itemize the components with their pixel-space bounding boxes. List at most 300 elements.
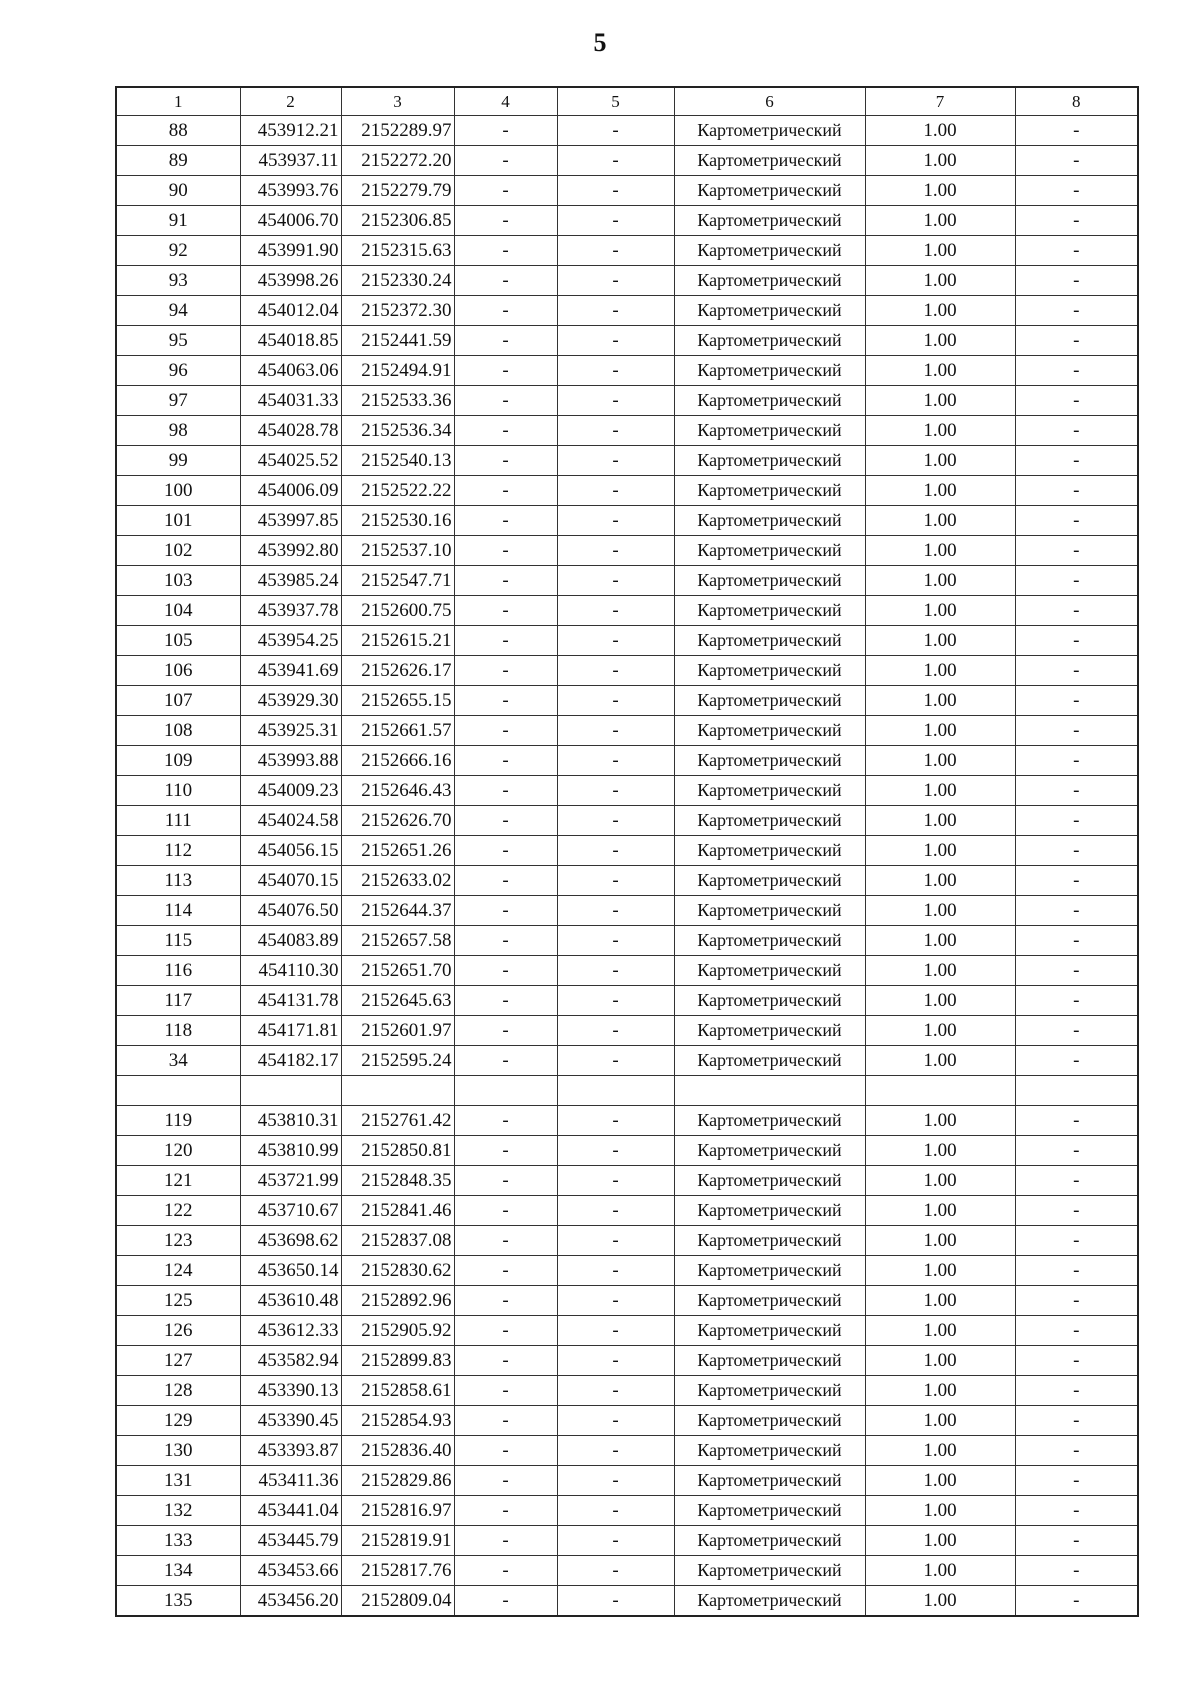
col8-cell: - — [1015, 416, 1138, 446]
page-number: 5 — [593, 28, 607, 57]
method-cell: Картометрический — [674, 1226, 865, 1256]
y-coordinate-cell: 2152841.46 — [341, 1196, 454, 1226]
col8-cell: - — [1015, 1016, 1138, 1046]
method-cell: Картометрический — [674, 896, 865, 926]
col5-cell: - — [557, 1226, 674, 1256]
point-number-cell: 121 — [116, 1166, 240, 1196]
col8-cell — [1015, 1076, 1138, 1106]
y-coordinate-cell: 2152540.13 — [341, 446, 454, 476]
accuracy-cell: 1.00 — [865, 686, 1015, 716]
x-coordinate-cell: 453912.21 — [240, 116, 341, 146]
col4-cell: - — [454, 596, 557, 626]
col5-cell: - — [557, 1556, 674, 1586]
method-cell: Картометрический — [674, 1436, 865, 1466]
point-number-cell: 95 — [116, 326, 240, 356]
col8-cell: - — [1015, 806, 1138, 836]
header-row — [116, 87, 1138, 116]
y-coordinate-cell: 2152530.16 — [341, 506, 454, 536]
table-row — [116, 116, 1138, 146]
method-cell: Картометрический — [674, 326, 865, 356]
method-cell: Картометрический — [674, 1286, 865, 1316]
accuracy-cell: 1.00 — [865, 1136, 1015, 1166]
col8-cell: - — [1015, 686, 1138, 716]
point-number-cell: 129 — [116, 1406, 240, 1436]
accuracy-cell: 1.00 — [865, 716, 1015, 746]
table-row — [116, 896, 1138, 926]
method-cell: Картометрический — [674, 806, 865, 836]
y-coordinate-cell: 2152819.91 — [341, 1526, 454, 1556]
col4-cell: - — [454, 566, 557, 596]
accuracy-cell: 1.00 — [865, 626, 1015, 656]
table-row — [116, 776, 1138, 806]
col5-cell: - — [557, 836, 674, 866]
col4-cell: - — [454, 1256, 557, 1286]
col4-cell — [454, 1076, 557, 1106]
col5-cell: - — [557, 896, 674, 926]
table-row — [116, 806, 1138, 836]
col4-cell: - — [454, 1046, 557, 1076]
point-number-cell: 98 — [116, 416, 240, 446]
col5-cell: - — [557, 1106, 674, 1136]
point-number-cell: 109 — [116, 746, 240, 776]
col8-cell: - — [1015, 386, 1138, 416]
y-coordinate-cell: 2152601.97 — [341, 1016, 454, 1046]
table-row — [116, 956, 1138, 986]
point-number-cell: 93 — [116, 266, 240, 296]
x-coordinate-cell: 454070.15 — [240, 866, 341, 896]
x-coordinate-cell: 454063.06 — [240, 356, 341, 386]
col5-cell: - — [557, 1136, 674, 1166]
table-row — [116, 446, 1138, 476]
col4-cell: - — [454, 386, 557, 416]
table-row — [116, 1376, 1138, 1406]
method-cell: Картометрический — [674, 1256, 865, 1286]
col5-cell: - — [557, 1466, 674, 1496]
col5-cell: - — [557, 1316, 674, 1346]
col5-cell: - — [557, 1526, 674, 1556]
x-coordinate-cell: 453610.48 — [240, 1286, 341, 1316]
y-coordinate-cell: 2152830.62 — [341, 1256, 454, 1286]
y-coordinate-cell: 2152836.40 — [341, 1436, 454, 1466]
col4-cell: - — [454, 986, 557, 1016]
y-coordinate-cell: 2152645.63 — [341, 986, 454, 1016]
y-coordinate-cell: 2152279.79 — [341, 176, 454, 206]
accuracy-cell: 1.00 — [865, 386, 1015, 416]
col5-cell: - — [557, 266, 674, 296]
accuracy-cell — [865, 1076, 1015, 1106]
col5-cell: - — [557, 1286, 674, 1316]
col8-cell: - — [1015, 1436, 1138, 1466]
column-header: 2 — [240, 87, 341, 116]
point-number-cell: 112 — [116, 836, 240, 866]
table-row — [116, 626, 1138, 656]
table-row — [116, 1136, 1138, 1166]
col8-cell: - — [1015, 1046, 1138, 1076]
x-coordinate-cell: 453453.66 — [240, 1556, 341, 1586]
col4-cell: - — [454, 1586, 557, 1617]
y-coordinate-cell: 2152595.24 — [341, 1046, 454, 1076]
col4-cell: - — [454, 1316, 557, 1346]
y-coordinate-cell: 2152533.36 — [341, 386, 454, 416]
point-number-cell: 96 — [116, 356, 240, 386]
table-row — [116, 1286, 1138, 1316]
col4-cell: - — [454, 176, 557, 206]
col4-cell: - — [454, 356, 557, 386]
column-header: 4 — [454, 87, 557, 116]
col5-cell: - — [557, 506, 674, 536]
x-coordinate-cell: 453937.78 — [240, 596, 341, 626]
col4-cell: - — [454, 1556, 557, 1586]
point-number-cell: 118 — [116, 1016, 240, 1046]
point-number-cell: 104 — [116, 596, 240, 626]
x-coordinate-cell: 454182.17 — [240, 1046, 341, 1076]
column-header: 7 — [865, 87, 1015, 116]
x-coordinate-cell: 454056.15 — [240, 836, 341, 866]
method-cell: Картометрический — [674, 566, 865, 596]
col5-cell: - — [557, 326, 674, 356]
y-coordinate-cell: 2152655.15 — [341, 686, 454, 716]
x-coordinate-cell: 453456.20 — [240, 1586, 341, 1617]
point-number-cell: 134 — [116, 1556, 240, 1586]
point-number-cell — [116, 1076, 240, 1106]
col8-cell: - — [1015, 326, 1138, 356]
y-coordinate-cell: 2152651.70 — [341, 956, 454, 986]
col8-cell: - — [1015, 1556, 1138, 1586]
table-row — [116, 1316, 1138, 1346]
y-coordinate-cell: 2152850.81 — [341, 1136, 454, 1166]
table-row — [116, 836, 1138, 866]
y-coordinate-cell: 2152644.37 — [341, 896, 454, 926]
point-number-cell: 122 — [116, 1196, 240, 1226]
y-coordinate-cell: 2152537.10 — [341, 536, 454, 566]
y-coordinate-cell: 2152848.35 — [341, 1166, 454, 1196]
table-row — [116, 1256, 1138, 1286]
table-row — [116, 1106, 1138, 1136]
x-coordinate-cell: 454009.23 — [240, 776, 341, 806]
column-header: 6 — [674, 87, 865, 116]
col4-cell: - — [454, 1406, 557, 1436]
point-number-cell: 125 — [116, 1286, 240, 1316]
method-cell: Картометрический — [674, 746, 865, 776]
y-coordinate-cell: 2152816.97 — [341, 1496, 454, 1526]
col8-cell: - — [1015, 536, 1138, 566]
point-number-cell: 89 — [116, 146, 240, 176]
col8-cell: - — [1015, 1106, 1138, 1136]
y-coordinate-cell: 2152858.61 — [341, 1376, 454, 1406]
col4-cell: - — [454, 1376, 557, 1406]
col4-cell: - — [454, 296, 557, 326]
col5-cell: - — [557, 386, 674, 416]
accuracy-cell: 1.00 — [865, 116, 1015, 146]
col8-cell: - — [1015, 1406, 1138, 1436]
x-coordinate-cell: 453941.69 — [240, 656, 341, 686]
point-number-cell: 124 — [116, 1256, 240, 1286]
col8-cell: - — [1015, 1226, 1138, 1256]
col4-cell: - — [454, 476, 557, 506]
x-coordinate-cell: 453698.62 — [240, 1226, 341, 1256]
col4-cell: - — [454, 206, 557, 236]
point-number-cell: 103 — [116, 566, 240, 596]
y-coordinate-cell: 2152837.08 — [341, 1226, 454, 1256]
table-row — [116, 1346, 1138, 1376]
col8-cell: - — [1015, 476, 1138, 506]
accuracy-cell: 1.00 — [865, 836, 1015, 866]
x-coordinate-cell: 453998.26 — [240, 266, 341, 296]
col5-cell: - — [557, 446, 674, 476]
table-row — [116, 656, 1138, 686]
col4-cell: - — [454, 896, 557, 926]
col5-cell: - — [557, 656, 674, 686]
method-cell: Картометрический — [674, 1556, 865, 1586]
point-number-cell: 119 — [116, 1106, 240, 1136]
col5-cell: - — [557, 1046, 674, 1076]
x-coordinate-cell — [240, 1076, 341, 1106]
point-number-cell: 133 — [116, 1526, 240, 1556]
y-coordinate-cell: 2152809.04 — [341, 1586, 454, 1617]
col4-cell: - — [454, 1496, 557, 1526]
accuracy-cell: 1.00 — [865, 1046, 1015, 1076]
method-cell: Картометрический — [674, 1196, 865, 1226]
x-coordinate-cell: 454006.70 — [240, 206, 341, 236]
col8-cell: - — [1015, 626, 1138, 656]
x-coordinate-cell: 453441.04 — [240, 1496, 341, 1526]
point-number-cell: 102 — [116, 536, 240, 566]
method-cell: Картометрический — [674, 836, 865, 866]
x-coordinate-cell: 453390.45 — [240, 1406, 341, 1436]
table-row — [116, 1556, 1138, 1586]
method-cell: Картометрический — [674, 656, 865, 686]
col8-cell: - — [1015, 1196, 1138, 1226]
x-coordinate-cell: 454012.04 — [240, 296, 341, 326]
method-cell: Картометрический — [674, 626, 865, 656]
col5-cell: - — [557, 626, 674, 656]
method-cell: Картометрический — [674, 206, 865, 236]
table-row — [116, 1406, 1138, 1436]
point-number-cell: 106 — [116, 656, 240, 686]
method-cell: Картометрический — [674, 1166, 865, 1196]
x-coordinate-cell: 453393.87 — [240, 1436, 341, 1466]
table-row — [116, 146, 1138, 176]
col8-cell: - — [1015, 1256, 1138, 1286]
point-number-cell: 113 — [116, 866, 240, 896]
x-coordinate-cell: 453954.25 — [240, 626, 341, 656]
x-coordinate-cell: 453721.99 — [240, 1166, 341, 1196]
x-coordinate-cell: 453411.36 — [240, 1466, 341, 1496]
col5-cell: - — [557, 476, 674, 506]
point-number-cell: 128 — [116, 1376, 240, 1406]
x-coordinate-cell: 454031.33 — [240, 386, 341, 416]
accuracy-cell: 1.00 — [865, 1106, 1015, 1136]
col5-cell: - — [557, 956, 674, 986]
col4-cell: - — [454, 746, 557, 776]
col8-cell: - — [1015, 266, 1138, 296]
table-row — [116, 986, 1138, 1016]
col5-cell: - — [557, 356, 674, 386]
col8-cell: - — [1015, 746, 1138, 776]
column-header: 8 — [1015, 87, 1138, 116]
accuracy-cell: 1.00 — [865, 806, 1015, 836]
col8-cell: - — [1015, 1346, 1138, 1376]
x-coordinate-cell: 454018.85 — [240, 326, 341, 356]
col5-cell: - — [557, 1016, 674, 1046]
col4-cell: - — [454, 446, 557, 476]
col8-cell: - — [1015, 296, 1138, 326]
accuracy-cell: 1.00 — [865, 1466, 1015, 1496]
table-row — [116, 506, 1138, 536]
accuracy-cell: 1.00 — [865, 1406, 1015, 1436]
col8-cell: - — [1015, 986, 1138, 1016]
point-number-cell: 94 — [116, 296, 240, 326]
point-number-cell: 132 — [116, 1496, 240, 1526]
x-coordinate-cell: 454171.81 — [240, 1016, 341, 1046]
point-number-cell: 91 — [116, 206, 240, 236]
col4-cell: - — [454, 806, 557, 836]
col8-cell: - — [1015, 836, 1138, 866]
col4-cell: - — [454, 236, 557, 266]
y-coordinate-cell: 2152817.76 — [341, 1556, 454, 1586]
col4-cell: - — [454, 1526, 557, 1556]
col4-cell: - — [454, 1466, 557, 1496]
point-number-cell: 108 — [116, 716, 240, 746]
col5-cell: - — [557, 1256, 674, 1286]
col8-cell: - — [1015, 1286, 1138, 1316]
y-coordinate-cell: 2152646.43 — [341, 776, 454, 806]
x-coordinate-cell: 453993.88 — [240, 746, 341, 776]
x-coordinate-cell: 453992.80 — [240, 536, 341, 566]
table-row — [116, 176, 1138, 206]
col5-cell: - — [557, 1406, 674, 1436]
accuracy-cell: 1.00 — [865, 206, 1015, 236]
table-row — [116, 1166, 1138, 1196]
point-number-cell: 131 — [116, 1466, 240, 1496]
y-coordinate-cell: 2152330.24 — [341, 266, 454, 296]
accuracy-cell: 1.00 — [865, 1166, 1015, 1196]
method-cell: Картометрический — [674, 1466, 865, 1496]
x-coordinate-cell: 454028.78 — [240, 416, 341, 446]
col5-cell: - — [557, 566, 674, 596]
column-header: 5 — [557, 87, 674, 116]
x-coordinate-cell: 454131.78 — [240, 986, 341, 1016]
table-row — [116, 536, 1138, 566]
x-coordinate-cell: 453582.94 — [240, 1346, 341, 1376]
accuracy-cell: 1.00 — [865, 656, 1015, 686]
x-coordinate-cell: 453390.13 — [240, 1376, 341, 1406]
col4-cell: - — [454, 146, 557, 176]
col5-cell: - — [557, 1346, 674, 1376]
method-cell: Картометрический — [674, 1316, 865, 1346]
accuracy-cell: 1.00 — [865, 1316, 1015, 1346]
accuracy-cell: 1.00 — [865, 356, 1015, 386]
x-coordinate-cell: 453810.99 — [240, 1136, 341, 1166]
col8-cell: - — [1015, 1586, 1138, 1617]
col4-cell: - — [454, 836, 557, 866]
x-coordinate-cell: 453993.76 — [240, 176, 341, 206]
accuracy-cell: 1.00 — [865, 1256, 1015, 1286]
col8-cell: - — [1015, 506, 1138, 536]
table-row — [116, 416, 1138, 446]
col4-cell: - — [454, 626, 557, 656]
col5-cell: - — [557, 776, 674, 806]
y-coordinate-cell: 2152272.20 — [341, 146, 454, 176]
accuracy-cell: 1.00 — [865, 926, 1015, 956]
table-row — [116, 566, 1138, 596]
col8-cell: - — [1015, 176, 1138, 206]
table-row — [116, 356, 1138, 386]
method-cell: Картометрический — [674, 446, 865, 476]
accuracy-cell: 1.00 — [865, 956, 1015, 986]
y-coordinate-cell: 2152600.75 — [341, 596, 454, 626]
point-number-cell: 88 — [116, 116, 240, 146]
method-cell: Картометрический — [674, 1526, 865, 1556]
point-number-cell: 120 — [116, 1136, 240, 1166]
y-coordinate-cell: 2152854.93 — [341, 1406, 454, 1436]
point-number-cell: 117 — [116, 986, 240, 1016]
accuracy-cell: 1.00 — [865, 1376, 1015, 1406]
x-coordinate-cell: 454025.52 — [240, 446, 341, 476]
accuracy-cell: 1.00 — [865, 1196, 1015, 1226]
point-number-cell: 100 — [116, 476, 240, 506]
col8-cell: - — [1015, 956, 1138, 986]
y-coordinate-cell: 2152626.17 — [341, 656, 454, 686]
method-cell: Картометрический — [674, 596, 865, 626]
table-row — [116, 1526, 1138, 1556]
point-number-cell: 130 — [116, 1436, 240, 1466]
accuracy-cell: 1.00 — [865, 1586, 1015, 1617]
accuracy-cell: 1.00 — [865, 986, 1015, 1016]
table-row — [116, 236, 1138, 266]
x-coordinate-cell: 454024.58 — [240, 806, 341, 836]
method-cell: Картометрический — [674, 356, 865, 386]
accuracy-cell: 1.00 — [865, 236, 1015, 266]
col5-cell: - — [557, 536, 674, 566]
y-coordinate-cell: 2152892.96 — [341, 1286, 454, 1316]
y-coordinate-cell: 2152633.02 — [341, 866, 454, 896]
col4-cell: - — [454, 326, 557, 356]
col4-cell: - — [454, 1346, 557, 1376]
col5-cell: - — [557, 686, 674, 716]
accuracy-cell: 1.00 — [865, 1436, 1015, 1466]
point-number-cell: 110 — [116, 776, 240, 806]
col4-cell: - — [454, 656, 557, 686]
accuracy-cell: 1.00 — [865, 266, 1015, 296]
col5-cell: - — [557, 176, 674, 206]
col8-cell: - — [1015, 1496, 1138, 1526]
point-number-cell: 101 — [116, 506, 240, 536]
y-coordinate-cell: 2152494.91 — [341, 356, 454, 386]
col4-cell: - — [454, 1106, 557, 1136]
col8-cell: - — [1015, 716, 1138, 746]
accuracy-cell: 1.00 — [865, 896, 1015, 926]
table-row — [116, 266, 1138, 296]
col5-cell: - — [557, 1436, 674, 1466]
method-cell: Картометрический — [674, 1016, 865, 1046]
table-row — [116, 1046, 1138, 1076]
accuracy-cell: 1.00 — [865, 1556, 1015, 1586]
method-cell: Картометрический — [674, 116, 865, 146]
col5-cell: - — [557, 926, 674, 956]
col8-cell: - — [1015, 206, 1138, 236]
table-row — [116, 1466, 1138, 1496]
col4-cell: - — [454, 1226, 557, 1256]
table-row — [116, 866, 1138, 896]
accuracy-cell: 1.00 — [865, 296, 1015, 326]
table-row — [116, 296, 1138, 326]
col5-cell: - — [557, 1376, 674, 1406]
accuracy-cell: 1.00 — [865, 476, 1015, 506]
table-row — [116, 206, 1138, 236]
col8-cell: - — [1015, 596, 1138, 626]
method-cell: Картометрический — [674, 926, 865, 956]
